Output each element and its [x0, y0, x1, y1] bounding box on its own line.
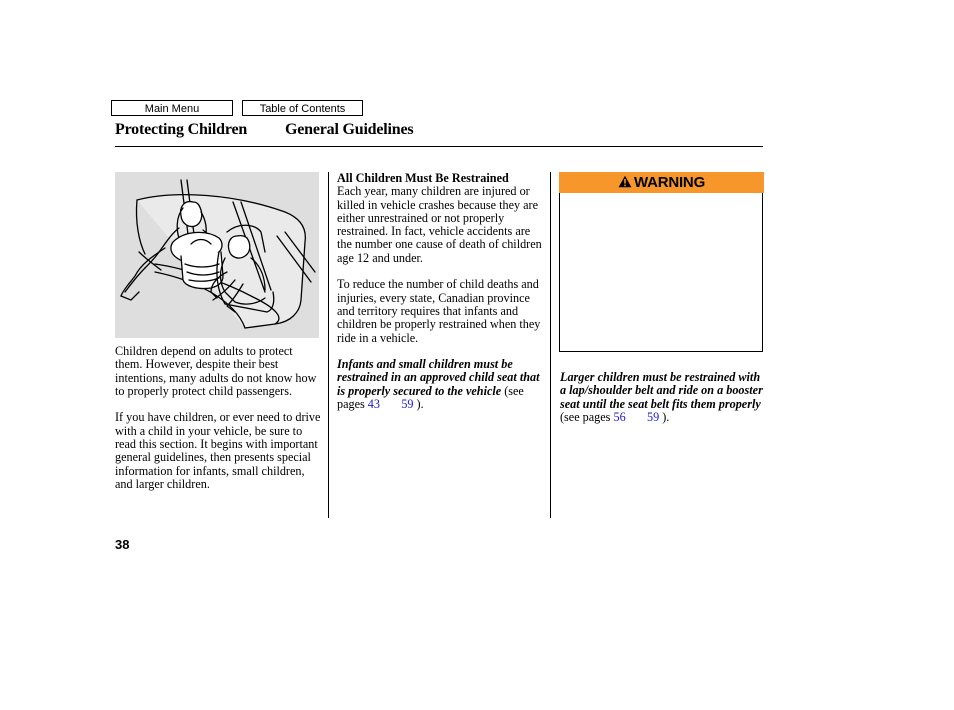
page-link-59[interactable]: 59 [401, 397, 414, 412]
restraint-heading: All Children Must Be Restrained [337, 171, 509, 185]
child-seat-illustration [115, 172, 319, 338]
larger-children-note-suffix: ). [659, 409, 670, 424]
intro-column [115, 345, 321, 491]
intro-paragraph-2: If you have children, or ever need to drive with a child in your vehicle, be sure to read this section. It begins with important general guidelines, then presents special information for infants, small children, and larger children. [115, 410, 321, 491]
intro-paragraph-1: Children depend on adults to protect them. However, despite their best intentions, many adults do not know how to properly protect child passengers. [115, 344, 317, 398]
child-seat-note-suffix: ). [413, 397, 424, 412]
warning-header [559, 172, 764, 193]
page-number: 38 [115, 537, 130, 552]
restraint-paragraph-1: Each year, many children are injured or killed in vehicle crashes because they are either unrestrained or not properly restrained. In fact, vehicle accidents are the number one cause of death of children age 12 and under. [337, 184, 542, 265]
larger-children-note-prefix: (see pages [560, 409, 614, 424]
page-link-59b[interactable]: 59 [646, 409, 660, 424]
table-of-contents-button[interactable]: Table of Contents [242, 100, 363, 116]
warning-label: WARNING [633, 174, 706, 191]
larger-children-note-text: Larger children must be restrained with a lap/shoulder belt and ride on a booster seat until the seat belt fits them properly [560, 370, 763, 411]
section-title: Protecting Children [115, 121, 248, 138]
restraint-paragraph-2: To reduce the number of child deaths and injuries, every state, Canadian province and territory requires that infants and children be properly restrained when they ride in a vehicle. [337, 277, 541, 345]
page-link-43[interactable]: 43 [367, 397, 380, 412]
larger-children-note [560, 371, 764, 424]
column-divider-1 [328, 172, 329, 518]
restraint-column [337, 172, 545, 411]
child-seat-note-prefix: (see pages [337, 383, 524, 412]
warning-box [559, 193, 763, 352]
subsection-title: General Guidelines [285, 121, 414, 138]
column-divider-2 [550, 172, 551, 518]
header-rule [115, 146, 763, 147]
child-seat-note-text: Infants and small children must be restrained in an approved child seat that is properly secured to the vehicle [337, 357, 540, 398]
page-link-56[interactable]: 56 [613, 409, 626, 424]
warning-triangle-icon [618, 175, 632, 188]
child-seat-drawing [115, 172, 319, 338]
child-seat-note [337, 358, 545, 411]
main-menu-button[interactable]: Main Menu [111, 100, 233, 116]
